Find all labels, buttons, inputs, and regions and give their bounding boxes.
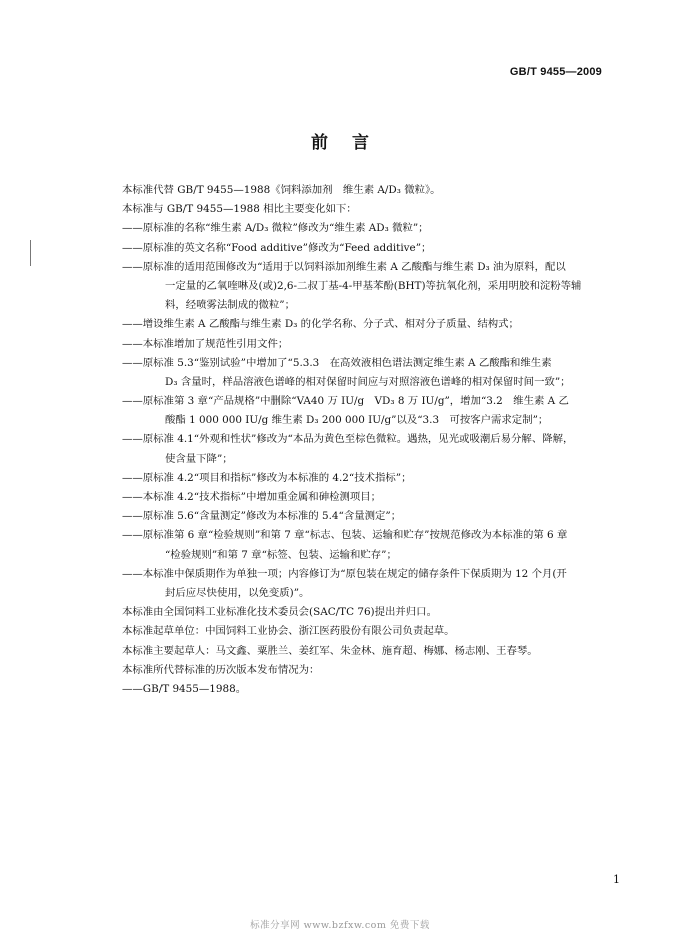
- list-item: ——增设维生素 A 乙酸酯与维生素 D₃ 的化学名称、分子式、相对分子质量、结构式；: [122, 318, 519, 331]
- foreword-body: [122, 181, 630, 699]
- list-item-continuation: 一定量的乙氧喹啉及(或)2,6-二叔丁基-4-甲基苯酚(BHT)等抗氧化剂，采用明胶和淀粉等辅: [165, 279, 582, 292]
- paragraph-line: 本标准代替 GB/T 9455—1988《饲料添加剂 维生素 A/D₃ 微粒》。: [122, 184, 441, 196]
- list-item: ——原标准的适用范围修改为“适用于以饲料添加剂维生素 A 乙酸酯与维生素 D₃ 油为原料，配以: [122, 260, 566, 273]
- scan-margin-mark: [30, 240, 31, 266]
- list-item: ——原标准 5.3“鉴别试验”中增加了“5.3.3 在高效液相色谱法测定维生素 A 乙酸酯和维生素: [122, 356, 552, 369]
- list-item: ——原标准的英文名称“Food additive”修改为“Feed additive”；: [122, 241, 432, 254]
- paragraph-line: 本标准主要起草人：马文鑫、粟胜兰、姜红军、朱金林、施育超、梅娜、杨志刚、王春琴。: [122, 644, 538, 657]
- paragraph-line: 本标准由全国饲料工业标准化技术委员会(SAC/TC 76)提出并归口。: [122, 606, 437, 619]
- list-item: ——原标准 4.1“外观和性状”修改为“本品为黄色至棕色微粒。遇热，见光或吸潮后易分解、降解，: [122, 433, 574, 446]
- paragraph-line: 本标准所代替标准的历次版本发布情况为：: [122, 663, 320, 676]
- page-number: 1: [613, 873, 620, 886]
- list-item: ——原标准第 3 章“产品规格”中删除“VA40 万 IU/g VD₃ 8 万 IU/g”，增加“3.2 维生素 A 乙: [122, 395, 569, 408]
- paragraph-line: 本标准起草单位：中国饲料工业协会、浙江医药股份有限公司负责起草。: [122, 625, 455, 638]
- paragraph-line: 本标准与 GB/T 9455—1988 相比主要变化如下：: [122, 203, 357, 216]
- list-item: ——本标准增加了规范性引用文件；: [122, 337, 289, 350]
- standard-number: GB/T 9455—2009: [509, 66, 602, 78]
- watermark-text: 标准分享网 www.bzfxw.com 免费下载: [250, 920, 430, 931]
- list-item-continuation: “检验规则”和第 7 章“标签、包装、运输和贮存”；: [165, 548, 397, 561]
- list-item-continuation: 封后应尽快使用，以免变质)”。: [165, 586, 310, 599]
- list-item-continuation: 酸酯 1 000 000 IU/g 维生素 D₃ 200 000 IU/g”以及“3.3 可按客户需求定制”；: [165, 414, 549, 427]
- list-item-continuation: 使含量下降”；: [165, 452, 233, 465]
- list-item-continuation: D₃ 含量时，样品溶液色谱峰的相对保留时间应与对照溶液色谱峰的相对保留时间一致”；: [165, 375, 571, 388]
- list-item: ——GB/T 9455—1988。: [122, 682, 247, 695]
- list-item: ——本标准 4.2“技术指标”中增加重金属和砷检测项目；: [122, 491, 382, 503]
- page-title: 前言: [311, 133, 393, 153]
- list-item: ——原标准第 6 章“检验规则”和第 7 章“标志、包装、运输和贮存”按规范修改为本标准的第 6 章: [122, 529, 568, 542]
- list-item: ——原标准 5.6“含量测定”修改为本标准的 5.4“含量测定”；: [122, 510, 402, 523]
- list-item: ——本标准中保质期作为单独一项；内容修订为“原包装在规定的储存条件下保质期为 12 个月(开: [122, 567, 567, 580]
- list-item: ——原标准的名称“维生素 A/D₃ 微粒”修改为“维生素 AD₃ 微粒”；: [122, 222, 429, 235]
- list-item: ——原标准 4.2“项目和指标”修改为本标准的 4.2“技术指标”；: [122, 471, 412, 484]
- list-item-continuation: 料，经喷雾法制成的微粒”；: [165, 299, 295, 312]
